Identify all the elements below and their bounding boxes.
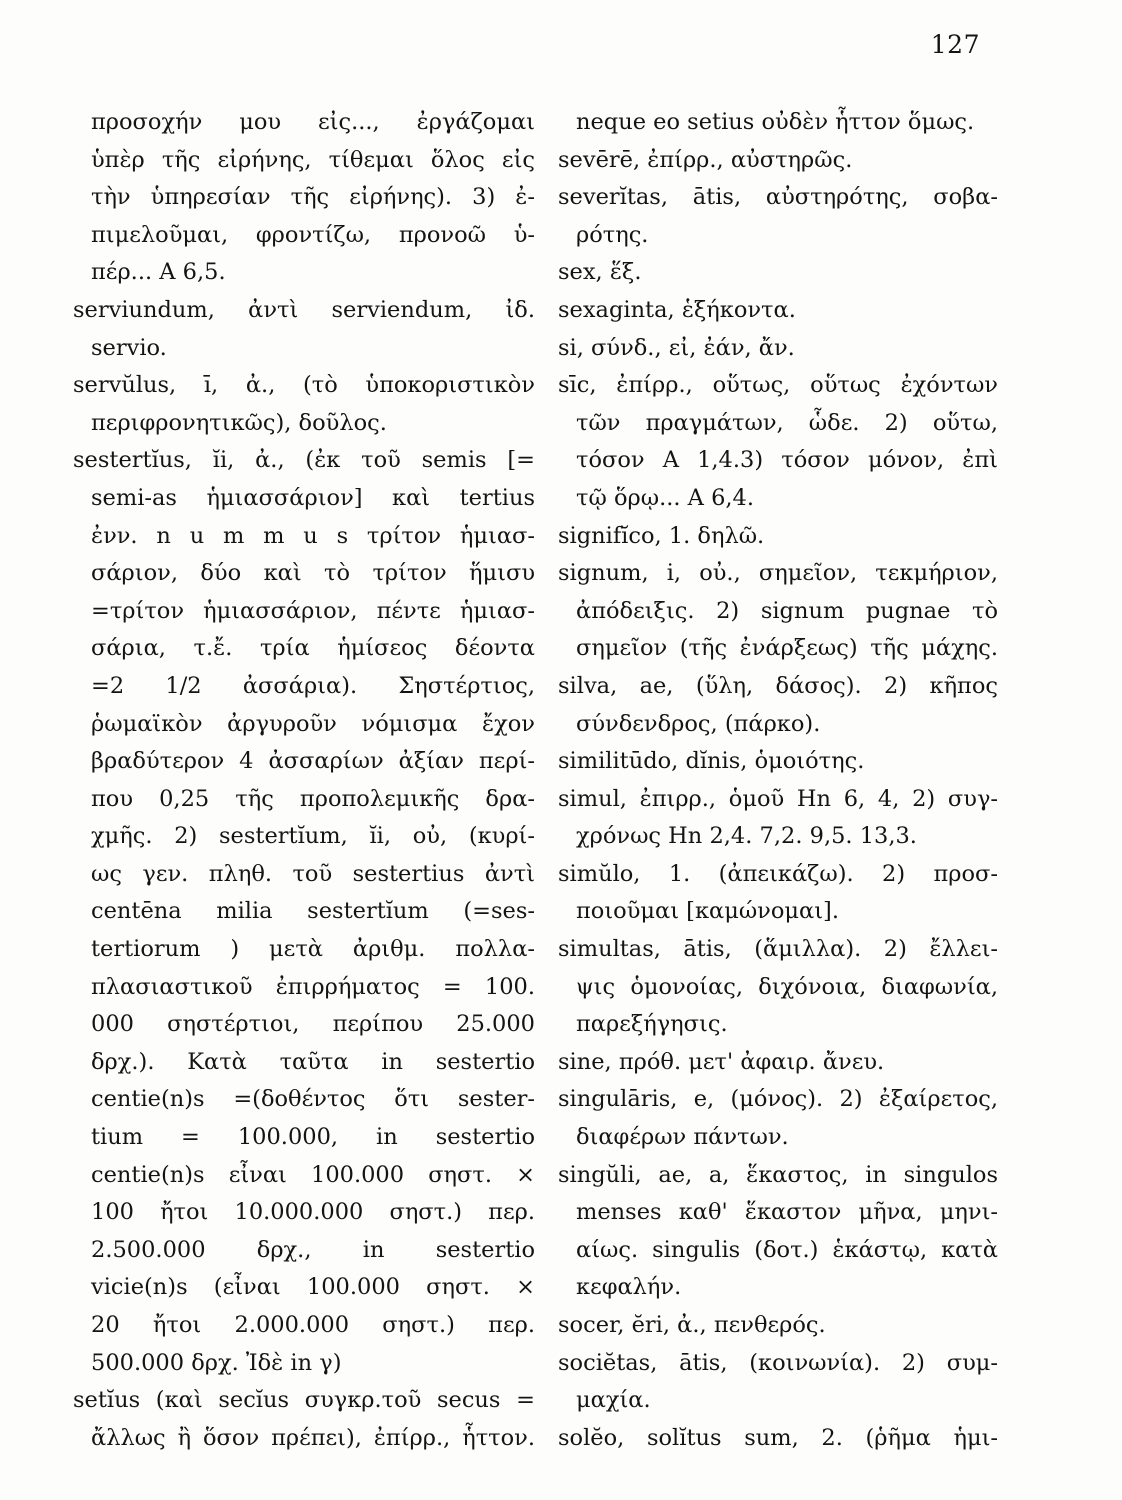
text-line: χμῆς. 2) sestertĭum, ĭi, οὐ, (κυρί- <box>91 823 535 850</box>
text-line: =2 1/2 ἀσσάρια). Σηστέρτιος, <box>91 672 535 699</box>
text-line: μαχία. <box>576 1387 651 1414</box>
text-line: ἄλλως ἢ ὅσον πρέπει), ἐπίρρ., ἧττον. <box>91 1424 535 1451</box>
text-line: περιφρονητικῶς), δοῦλος. <box>91 409 387 436</box>
text-line: τὴν ὑπηρεσίαν τῆς εἰρήνης). 3) ἐ- <box>91 184 535 211</box>
left-column <box>73 104 535 1457</box>
text-line: serviundum, ἀντὶ serviendum, ἰδ. <box>73 296 535 323</box>
text-line: severĭtas, ātis, αὐστηρότης, σοβα- <box>558 184 998 211</box>
text-line: singŭli, ae, a, ἕκαστος, in singulos <box>558 1161 998 1188</box>
text-line: τῶν πραγμάτων, ὧδε. 2) οὕτω, <box>576 409 998 436</box>
text-line: centie(n)s =(δοθέντος ὅτι sester- <box>91 1086 535 1113</box>
text-line: neque eo setius οὐδὲν ἧττον ὅμως. <box>576 109 975 135</box>
text-line: παρεξήγησις. <box>576 1011 728 1038</box>
text-line: ως γεν. πληθ. τοῦ sestertius ἀντὶ <box>91 860 535 887</box>
text-line: signifĭco, 1. δηλῶ. <box>558 522 765 549</box>
text-line: χρόνως Hn 2,4. 7,2. 9,5. 13,3. <box>576 823 917 850</box>
text-line: 20 ἤτοι 2.000.000 σηστ.) περ. <box>91 1312 535 1338</box>
text-line: ῥωμαϊκὸν ἀργυροῦν νόμισμα ἔχον <box>91 710 535 737</box>
text-line: semi-as ἡμιασσάριον] καὶ tertius <box>91 484 535 511</box>
text-line: σάριον, δύο καὶ τὸ τρίτον ἥμισυ <box>91 560 535 587</box>
text-line: που 0,25 τῆς προπολεμικῆς δρα- <box>91 785 535 812</box>
text-line: τῷ ὅρῳ... Α 6,4. <box>576 484 755 511</box>
text-line: vicie(n)s (εἶναι 100.000 σηστ. × <box>91 1274 535 1301</box>
text-line: servŭlus, ī, ἀ., (τὸ ὑποκοριστικὸν <box>73 372 535 399</box>
text-line: sevērē, ἐπίρρ., αὐστηρῶς. <box>558 146 853 173</box>
text-line: 000 σηστέρτιοι, περίπου 25.000 <box>91 1011 535 1038</box>
text-line: menses καθ' ἕκαστον μῆνα, μηνι- <box>576 1199 998 1226</box>
text-line: tertiorum ) μετὰ ἀριθμ. πολλα- <box>91 936 535 963</box>
text-line: διαφέρων πάντων. <box>576 1124 789 1151</box>
text-line: =τρίτον ἡμιασσάριον, πέντε ἡμιασ- <box>91 597 535 624</box>
text-line: silva, ae, (ὕλη, δάσος). 2) κῆπος <box>558 672 998 699</box>
text-line: σημεῖον (τῆς ἐνάρξεως) τῆς μάχης. <box>576 635 998 662</box>
text-line: δρχ.). Κατὰ ταῦτα in sestertio <box>91 1048 535 1075</box>
text-line: βραδύτερον 4 ἀσσαρίων ἀξίαν περί- <box>91 748 535 775</box>
text-line: πέρ... Α 6,5. <box>91 259 226 286</box>
right-column <box>558 104 998 1457</box>
text-line: τόσον Α 1,4.3) τόσον μόνον, ἐπὶ <box>576 447 998 474</box>
text-line: πλασιαστικοῦ ἐπιρρήματος = 100. <box>91 973 535 1000</box>
text-line: ἀπόδειξις. 2) signum pugnae τὸ <box>576 597 998 624</box>
text-line: κεφαλήν. <box>576 1274 682 1301</box>
text-line: solĕo, solĭtus sum, 2. (ῥῆμα ἡμι- <box>558 1424 998 1451</box>
page-number: 127 <box>930 30 980 59</box>
text-line: simultas, ātis, (ἅμιλλα). 2) ἔλλει- <box>558 936 998 963</box>
text-line: sexaginta, ἑξήκοντα. <box>558 296 796 323</box>
text-line: sīc, ἐπίρρ., οὕτως, οὕτως ἐχόντων <box>558 372 998 399</box>
text-line: simul, ἐπιρρ., ὁμοῦ Hn 6, 4, 2) συγ- <box>558 785 998 812</box>
text-line: ἐνν. n u m m u s τρίτον ἡμιασ- <box>91 522 535 549</box>
text-line: si, σύνδ., εἰ, ἐάν, ἄν. <box>558 334 795 361</box>
text-line: προσοχήν μου εἰς..., ἐργάζομαι <box>91 109 535 135</box>
text-line: sine, πρόθ. μετ' ἀφαιρ. ἄνευ. <box>558 1048 885 1075</box>
text-line: similitūdo, dĭnis, ὁμοιότης. <box>558 748 865 775</box>
text-line: servio. <box>91 334 167 361</box>
text-line: ὑπὲρ τῆς εἰρήνης, τίθεμαι ὅλος εἰς <box>91 146 535 173</box>
text-line: signum, i, οὐ., σημεῖον, τεκμήριον, <box>558 560 998 587</box>
text-line: centie(n)s εἶναι 100.000 σηστ. × <box>91 1161 535 1188</box>
text-line: σύνδενδρος, (πάρκο). <box>576 710 821 737</box>
text-line: 100 ἤτοι 10.000.000 σηστ.) περ. <box>91 1199 535 1226</box>
text-line: sex, ἕξ. <box>558 259 642 286</box>
text-line: setĭus (καὶ secĭus συγκρ.τοῦ secus = <box>73 1387 535 1414</box>
text-line: simŭlo, 1. (ἀπεικάζω). 2) προσ- <box>558 860 998 887</box>
text-line: ρότης. <box>576 221 649 248</box>
text-line: tium = 100.000, in sestertio <box>91 1124 535 1151</box>
text-line: αίως. singulis (δοτ.) ἑκάστῳ, κατὰ <box>576 1236 998 1263</box>
text-line: centēna milia sestertĭum (=ses- <box>91 898 535 925</box>
text-line: ψις ὁμονοίας, διχόνοια, διαφωνία, <box>576 973 998 1000</box>
text-line: πιμελοῦμαι, φροντίζω, προνοῶ ὑ- <box>91 221 535 248</box>
text-line: sociĕtas, ātis, (κοινωνία). 2) συμ- <box>558 1349 998 1376</box>
text-line: ποιοῦμαι [καμώνομαι]. <box>576 898 839 925</box>
text-line: sestertĭus, ĭi, ἀ., (ἐκ τοῦ semis [= <box>73 447 535 474</box>
text-line: 2.500.000 δρχ., in sestertio <box>91 1236 535 1263</box>
text-line: 500.000 δρχ. Ἰδὲ in γ) <box>91 1349 342 1376</box>
text-line: singulāris, e, (μόνος). 2) ἐξαίρετος, <box>558 1086 998 1113</box>
text-line: σάρια, τ.ἔ. τρία ἡμίσεος δέοντα <box>91 635 535 662</box>
text-line: socer, ĕri, ἀ., πενθερός. <box>558 1312 826 1338</box>
